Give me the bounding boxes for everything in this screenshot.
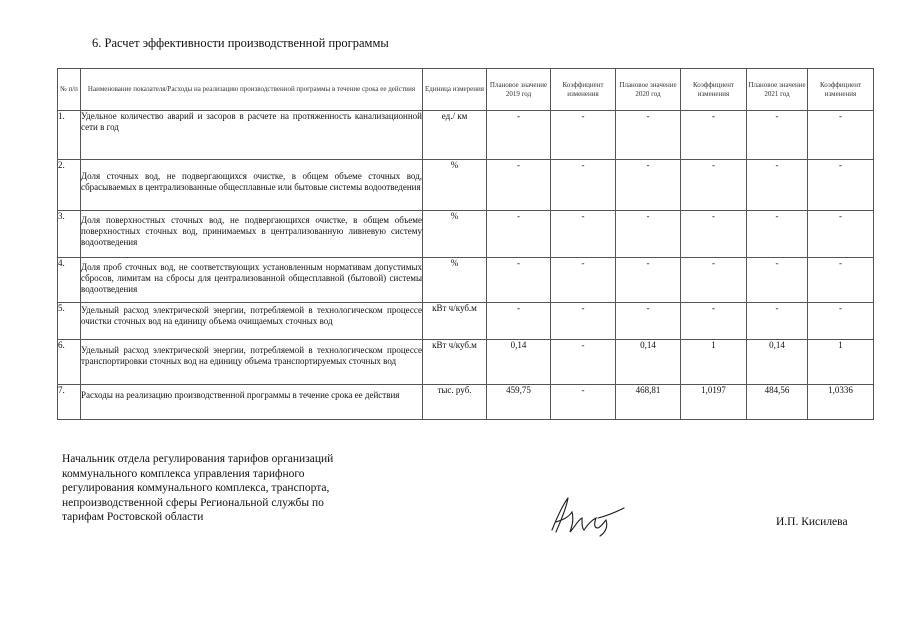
row-number: 1. [58,111,81,160]
coef-2021-cell: 1,0336 [808,385,874,420]
row-number: 2. [58,160,81,211]
indicator-name: Удельный расход электрической энергии, потребляемой в технологическом процессе транспортировки сточных вод на единицу объема транспортируемых сточных вод [81,340,423,385]
table-row [58,258,874,303]
position-line: коммунального комплекса управления тарифного [62,467,305,480]
plan-2021-cell: 0,14 [747,340,808,385]
coef-2021-cell: - [808,160,874,211]
header-plan-2019: Плановое значение 2019 год [487,69,551,111]
row-number: 5. [58,303,81,340]
unit-cell: тыс. руб. [423,385,487,420]
indicator-name: Доля поверхностных сточных вод, не подвергающихся очистке, в общем объеме поверхностных сточных вод, принимаемых в централизованную ливневую систему водоотведения [81,211,423,258]
plan-2021-cell: - [747,211,808,258]
plan-2019-cell: 0,14 [487,340,551,385]
indicator-name: Удельный расход электрической энергии, потребляемой в технологическом процессе очистки сточных вод на единицу объема очищаемых сточных вод [81,303,423,340]
indicator-name: Доля сточных вод, не подвергающихся очистке, в общем объеме сточных вод, сбрасываемых в централизованные общесплавные или бытовые системы водоотведения [81,160,423,211]
table-row [58,303,874,340]
plan-2020-cell: - [616,258,681,303]
position-line: регулирования коммунального комплекса, транспорта, [62,482,330,494]
unit-cell: % [423,258,487,303]
plan-2019-cell: - [487,160,551,211]
header-plan-2020: Плановое значение 2020 год [616,69,681,111]
header-indicator-name: Наименование показателя/Расходы на реализацию производственной программы в течение срока ее действия [81,69,423,111]
position-line: тарифам Ростовской области [62,511,204,523]
coef-2021-cell: 1 [808,340,874,385]
coef-2019-cell: - [551,385,616,420]
position-line: непроизводственной сферы Региональной службы по [62,496,324,509]
coef-2021-cell: - [808,111,874,160]
plan-2019-cell: - [487,303,551,340]
plan-2021-cell: 484,56 [747,385,808,420]
coef-2020-cell: - [681,160,747,211]
coef-2020-cell: - [681,303,747,340]
coef-2019-cell: - [551,340,616,385]
plan-2021-cell: - [747,160,808,211]
coef-2021-cell: - [808,303,874,340]
plan-2021-cell: - [747,303,808,340]
table-header-row [58,69,874,111]
table-row [58,160,874,211]
table-row [58,111,874,160]
unit-cell: кВт ч/куб.м [423,303,487,340]
plan-2021-cell: - [747,258,808,303]
plan-2019-cell: - [487,111,551,160]
signer-name: И.П. Кисилева [776,516,848,528]
coef-2019-cell: - [551,211,616,258]
header-number: № п/п [58,69,81,111]
coef-2019-cell: - [551,160,616,211]
header-coef-2020: Коэффициент изменения [681,69,747,111]
row-number: 6. [58,340,81,385]
coef-2020-cell: - [681,258,747,303]
coef-2020-cell: 1,0197 [681,385,747,420]
coef-2020-cell: 1 [681,340,747,385]
indicator-name: Расходы на реализацию производственной программы в течение срока ее действия [81,385,423,420]
coef-2020-cell: - [681,111,747,160]
plan-2020-cell: - [616,211,681,258]
coef-2019-cell: - [551,303,616,340]
row-number: 7. [58,385,81,420]
plan-2020-cell: - [616,303,681,340]
coef-2019-cell: - [551,258,616,303]
indicator-name: Доля проб сточных вод, не соответствующих установленным нормативам допустимых сбросов, лимитам на сбросы для централизованной общесплавной (бытовой) системы водоотведения [81,258,423,303]
page-title: 6. Расчет эффективности производственной программы [92,36,389,50]
header-unit: Единица измерения [423,69,487,111]
unit-cell: % [423,160,487,211]
plan-2019-cell: - [487,211,551,258]
position-line: Начальник отдела регулирования тарифов организаций [62,453,334,465]
plan-2019-cell: 459,75 [487,385,551,420]
unit-cell: ед./ км [423,111,487,160]
table-row [58,385,874,420]
coef-2021-cell: - [808,211,874,258]
row-number: 4. [58,258,81,303]
header-coef-2019: Коэффициент изменения [551,69,616,111]
plan-2020-cell: 468,81 [616,385,681,420]
header-coef-2021: Коэффициент изменения [808,69,874,111]
handwritten-signature [548,494,628,538]
efficiency-table [57,68,874,420]
unit-cell: % [423,211,487,258]
table-row [58,340,874,385]
plan-2020-cell: 0,14 [616,340,681,385]
plan-2021-cell: - [747,111,808,160]
unit-cell: кВт ч/куб.м [423,340,487,385]
table-row [58,211,874,258]
row-number: 3. [58,211,81,258]
signatory-position [62,452,392,525]
plan-2019-cell: - [487,258,551,303]
indicator-name: Удельное количество аварий и засоров в расчете на протяженность канализационной сети в год [81,111,423,160]
coef-2021-cell: - [808,258,874,303]
plan-2020-cell: - [616,160,681,211]
header-plan-2021: Плановое значение 2021 год [747,69,808,111]
plan-2020-cell: - [616,111,681,160]
coef-2020-cell: - [681,211,747,258]
coef-2019-cell: - [551,111,616,160]
